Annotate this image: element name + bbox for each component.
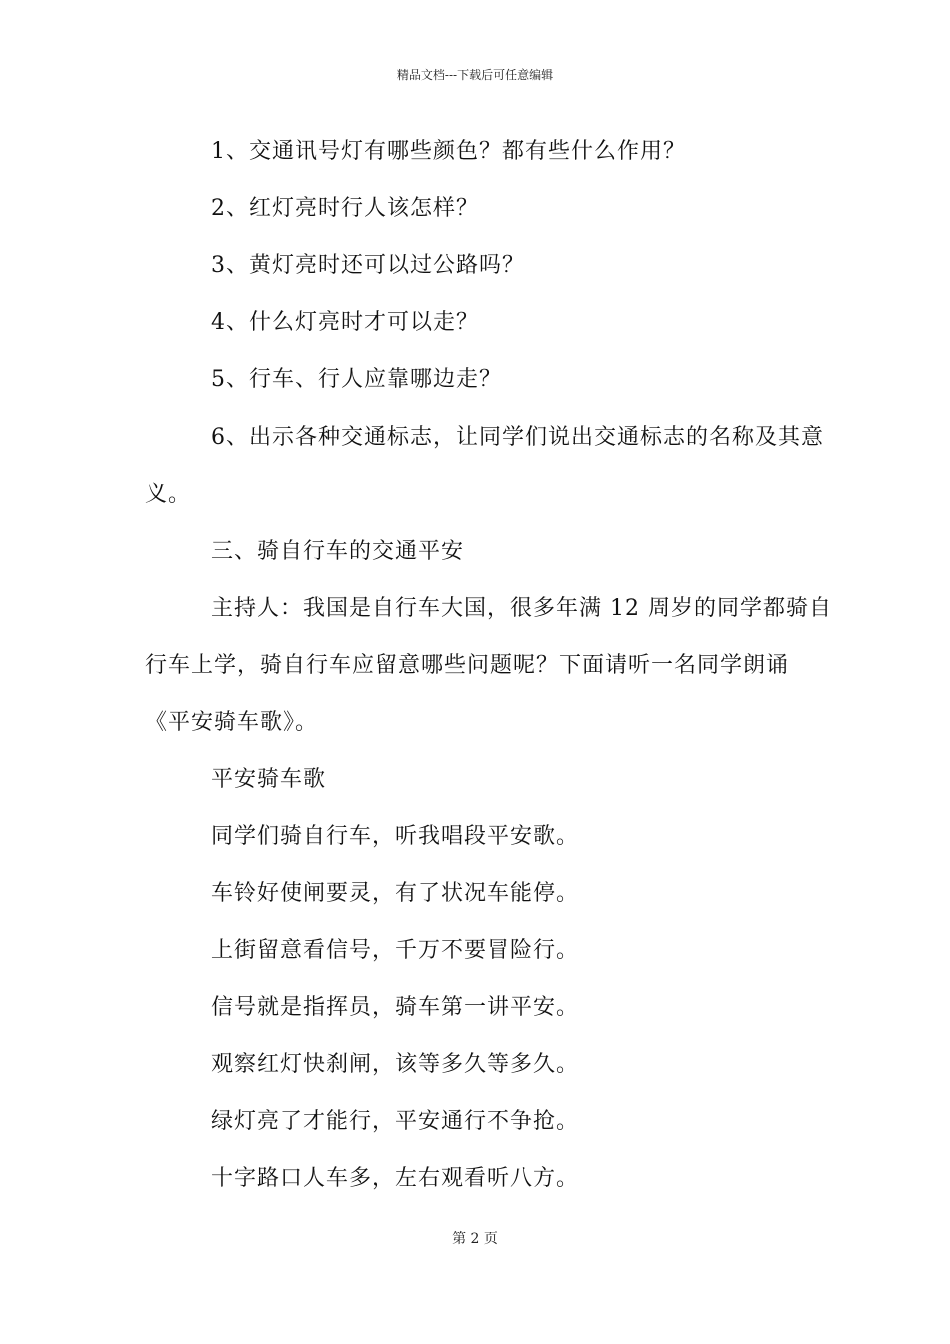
host-paragraph-line-1: 主持人：我国是自行车大国，很多年满 12 周岁的同学都骑自 (211, 596, 832, 621)
poem-title: 平安骑车歌 (211, 767, 327, 792)
page-header: 精品文档---下载后可任意编辑 (396, 68, 554, 82)
host-paragraph-line-2: 行车上学，骑自行车应留意哪些问题呢？下面请听一名同学朗诵 (145, 653, 790, 678)
question-1: 1、交通讯号灯有哪些颜色？都有些什么作用？ (211, 139, 686, 164)
poem-line: 信号就是指挥员，骑车第一讲平安。 (211, 995, 580, 1020)
question-4: 4、什么灯亮时才可以走？ (211, 310, 479, 335)
question-2: 2、红灯亮时行人该怎样？ (211, 196, 479, 221)
question-5: 5、行车、行人应靠哪边走？ (211, 367, 502, 392)
question-6: 6、出示各种交通标志，让同学们说出交通标志的名称及其意 (211, 425, 824, 450)
poem-line: 上街留意看信号，千万不要冒险行。 (211, 938, 580, 963)
poem-line: 绿灯亮了才能行，平安通行不争抢。 (211, 1109, 580, 1134)
poem-line: 十字路口人车多，左右观看听八方。 (211, 1166, 580, 1191)
question-6-continued: 义。 (145, 482, 192, 507)
section-heading: 三、骑自行车的交通平安 (211, 539, 465, 564)
poem-line: 观察红灯快刹闸，该等多久等多久。 (211, 1052, 580, 1077)
page-number: 第 2 页 (452, 1231, 498, 1247)
poem-line: 同学们骑自行车，听我唱段平安歌。 (211, 824, 580, 849)
host-paragraph-line-3: 《平安骑车歌》。 (145, 710, 319, 735)
question-3: 3、黄灯亮时还可以过公路吗？ (211, 253, 525, 278)
poem-line: 车铃好使闸要灵，有了状况车能停。 (211, 881, 580, 906)
